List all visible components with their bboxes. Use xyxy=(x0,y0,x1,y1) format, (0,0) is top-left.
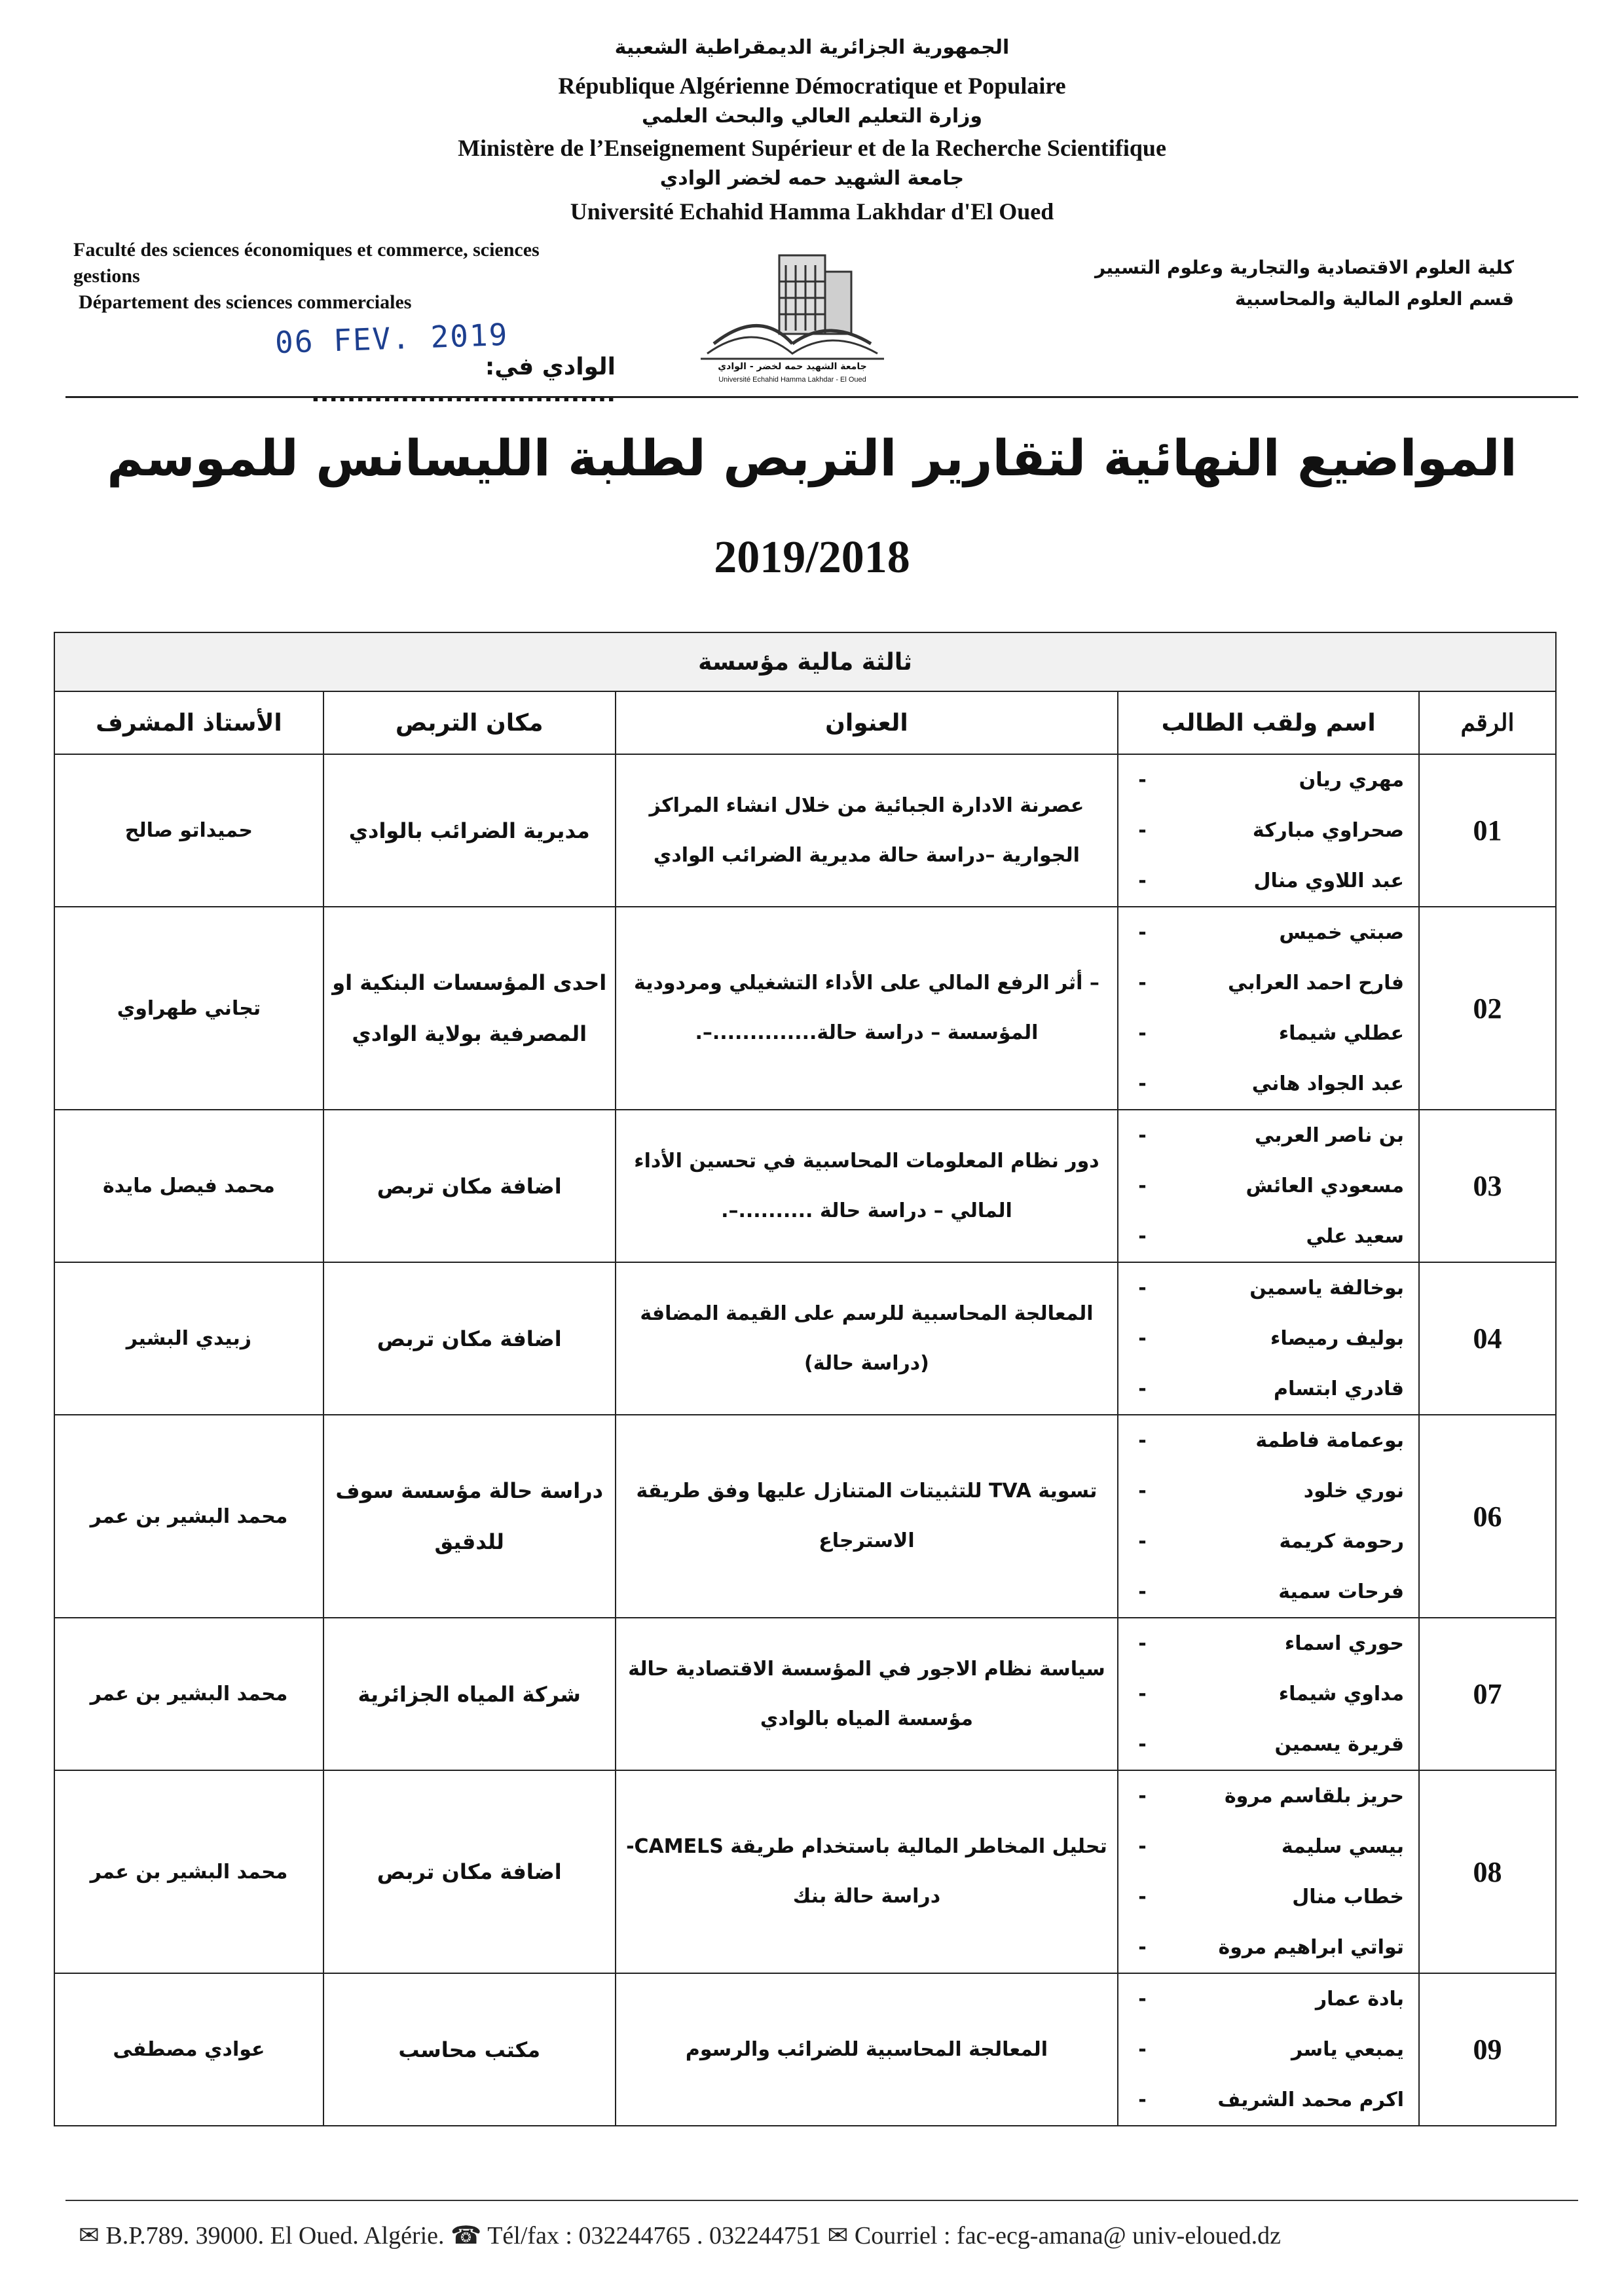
student-list xyxy=(1118,907,1418,1109)
student-item xyxy=(1125,1872,1404,1922)
student-list xyxy=(1118,1618,1418,1770)
topics-table xyxy=(54,632,1557,2126)
university-logo xyxy=(688,236,897,393)
logo-caption-ar: جامعة الشهيد حمه لخضر - الوادي xyxy=(718,361,867,372)
student-name: حريز بلقاسم مروة xyxy=(1224,1785,1405,1808)
faculty-ar-name: كلية العلوم الاقتصادية والتجارية وعلوم التسيير xyxy=(1094,257,1514,278)
student-dash: - xyxy=(1138,869,1147,892)
faculty-fr xyxy=(73,237,702,316)
student-item xyxy=(1125,2024,1404,2075)
student-item xyxy=(1125,1771,1404,1821)
faculty-fr-line1: Faculté des sciences économiques et commerce, sciences xyxy=(73,239,540,261)
table-row xyxy=(54,1770,1556,1973)
student-name: عبد اللاوي منال xyxy=(1253,869,1405,892)
row-number: 08 xyxy=(1419,1770,1556,1973)
row-topic: عصرنة الادارة الجبائية من خلال انشاء المراكز الجوارية –دراسة حالة مديرية الضرائب الوادي xyxy=(616,754,1118,907)
student-item xyxy=(1125,1161,1404,1211)
header-number: الرقم xyxy=(1419,691,1556,754)
student-item xyxy=(1125,805,1404,856)
student-name: فرحات سمية xyxy=(1278,1580,1405,1603)
student-dash: - xyxy=(1138,1936,1147,1959)
row-number: 07 xyxy=(1419,1618,1556,1770)
student-name: عبد الجواد هاني xyxy=(1251,1072,1405,1095)
student-item xyxy=(1125,1669,1404,1719)
student-name: رحومة كريمة xyxy=(1279,1530,1405,1553)
student-dash: - xyxy=(1138,972,1147,994)
student-list xyxy=(1118,1110,1418,1262)
student-item xyxy=(1125,1211,1404,1262)
header-students: اسم ولقب الطالب xyxy=(1118,691,1419,754)
student-dash: - xyxy=(1138,1124,1147,1147)
student-name: بيسي سليمة xyxy=(1281,1835,1405,1858)
student-item xyxy=(1125,1922,1404,1973)
student-list xyxy=(1118,1263,1418,1414)
student-dash: - xyxy=(1138,2088,1147,2111)
student-name: بن ناصر العربي xyxy=(1254,1124,1405,1147)
row-supervisor: زبيدي البشير xyxy=(54,1262,323,1415)
student-item xyxy=(1125,1821,1404,1872)
student-item xyxy=(1125,1364,1404,1414)
student-item xyxy=(1125,1567,1404,1617)
date-line xyxy=(236,354,616,407)
student-dash: - xyxy=(1138,1886,1147,1908)
student-name: عطلي شيماء xyxy=(1278,1022,1405,1045)
student-list xyxy=(1118,1771,1418,1973)
row-place: احدى المؤسسات البنكية او المصرفية بولاية الوادي xyxy=(323,907,616,1110)
row-number: 02 xyxy=(1419,907,1556,1110)
row-students xyxy=(1118,1770,1419,1973)
table-section-title: ثالثة مالية مؤسسة xyxy=(54,632,1556,691)
department-ar: قسم العلوم المالية والمحاسبية xyxy=(1234,288,1514,310)
header-topic: العنوان xyxy=(616,691,1118,754)
faculty-fr-line2: gestions xyxy=(73,265,140,287)
student-dash: - xyxy=(1138,1175,1147,1197)
department-fr: Département des sciences commerciales xyxy=(79,291,412,313)
student-dash: - xyxy=(1138,1429,1147,1452)
row-supervisor: محمد البشير بن عمر xyxy=(54,1618,323,1770)
table-row xyxy=(54,1415,1556,1618)
student-item xyxy=(1125,2075,1404,2125)
student-dash: - xyxy=(1138,1377,1147,1400)
student-item xyxy=(1125,907,1404,958)
date-dots: .................................. xyxy=(311,380,616,407)
student-dash: - xyxy=(1138,2038,1147,2061)
student-name: صبتي خميس xyxy=(1279,921,1405,944)
student-item xyxy=(1125,755,1404,805)
footer-phone: Tél/fax : 032244765 . 032244751 xyxy=(487,2222,821,2250)
row-topic: – أثر الرفع المالي على الأداء التشغيلي ومردودية المؤسسة – دراسة حالة..............–. xyxy=(616,907,1118,1110)
row-number: 03 xyxy=(1419,1110,1556,1262)
republic-ar: الجمهورية الجزائرية الديمقراطية الشعبية xyxy=(614,36,1010,59)
header-supervisor: الأستاذ المشرف xyxy=(54,691,323,754)
table-row xyxy=(54,754,1556,907)
row-supervisor: تجاني طهراوي xyxy=(54,907,323,1110)
row-topic: المعالجة المحاسبية للرسم على القيمة المضافة (دراسة حالة) xyxy=(616,1262,1118,1415)
student-name: يمبعي ياسر xyxy=(1291,2038,1405,2061)
student-item xyxy=(1125,1974,1404,2024)
student-name: خطاب منال xyxy=(1292,1886,1405,1908)
student-name: سعيد علي xyxy=(1306,1225,1405,1248)
student-dash: - xyxy=(1138,1327,1147,1350)
row-topic: دور نظام المعلومات المحاسبية في تحسين الأداء المالي – دراسة حالة ..........–. xyxy=(616,1110,1118,1262)
student-name: قادري ابتسام xyxy=(1273,1377,1405,1400)
date-label: الوادي في: xyxy=(485,354,616,380)
date-stamp: 06 FEV. 2019 xyxy=(274,316,509,361)
row-supervisor: محمد البشير بن عمر xyxy=(54,1770,323,1973)
student-name: مسعودي العائش xyxy=(1246,1175,1405,1197)
student-item xyxy=(1125,1008,1404,1059)
student-name: بوليف رميصاء xyxy=(1270,1327,1405,1350)
student-dash: - xyxy=(1138,1580,1147,1603)
table-row xyxy=(54,1973,1556,2126)
student-dash: - xyxy=(1138,1480,1147,1503)
student-item xyxy=(1125,1313,1404,1364)
student-item xyxy=(1125,1618,1404,1669)
ministry-ar: وزارة التعليم العالي والبحث العلمي xyxy=(641,105,983,128)
student-dash: - xyxy=(1138,1733,1147,1756)
row-place: اضافة مكان تربص xyxy=(323,1262,616,1415)
row-supervisor: محمد فيصل مايدة xyxy=(54,1110,323,1262)
row-students xyxy=(1118,1618,1419,1770)
student-item xyxy=(1125,856,1404,906)
phone-icon: ☎ xyxy=(451,2222,482,2250)
student-dash: - xyxy=(1138,1225,1147,1248)
table-header-row xyxy=(54,691,1556,754)
table-body xyxy=(54,754,1556,2126)
row-number: 01 xyxy=(1419,754,1556,907)
table-row xyxy=(54,1618,1556,1770)
republic-fr: République Algérienne Démocratique et Populaire xyxy=(558,73,1066,99)
student-dash: - xyxy=(1138,1835,1147,1858)
student-name: مهري ريان xyxy=(1299,769,1405,792)
student-item xyxy=(1125,958,1404,1008)
student-dash: - xyxy=(1138,819,1147,842)
row-place: دراسة حالة مؤسسة سوف للدقيق xyxy=(323,1415,616,1618)
row-topic: المعالجة المحاسبية للضرائب والرسوم xyxy=(616,1973,1118,2126)
row-number: 04 xyxy=(1419,1262,1556,1415)
student-name: صحراوي مباركة xyxy=(1252,819,1405,842)
row-students xyxy=(1118,1973,1419,2126)
row-number: 09 xyxy=(1419,1973,1556,2126)
student-list xyxy=(1118,755,1418,906)
row-students xyxy=(1118,1110,1419,1262)
footer xyxy=(79,2221,1585,2250)
row-number: 06 xyxy=(1419,1415,1556,1618)
student-name: حوري اسماء xyxy=(1284,1632,1405,1655)
row-topic: تحليل المخاطر المالية باستخدام طريقة CAMELS- دراسة حالة بنك xyxy=(616,1770,1118,1973)
student-dash: - xyxy=(1138,1277,1147,1300)
student-dash: - xyxy=(1138,1530,1147,1553)
footer-email: Courriel : fac-ecg-amana@ univ-eloued.dz xyxy=(854,2222,1281,2250)
student-dash: - xyxy=(1138,1988,1147,2011)
student-name: قريرة يسمين xyxy=(1274,1733,1405,1756)
student-dash: - xyxy=(1138,921,1147,944)
student-dash: - xyxy=(1138,1072,1147,1095)
mail-icon: ✉ xyxy=(827,2222,849,2250)
row-students xyxy=(1118,754,1419,907)
university-fr: Université Echahid Hamma Lakhdar d'El Oued xyxy=(570,198,1054,225)
student-name: بوعمامة فاطمة xyxy=(1255,1429,1405,1452)
student-name: بادة عمار xyxy=(1315,1988,1405,2011)
row-supervisor: محمد البشير بن عمر xyxy=(54,1415,323,1618)
row-place: اضافة مكان تربص xyxy=(323,1770,616,1973)
footer-separator xyxy=(65,2200,1578,2201)
student-dash: - xyxy=(1138,1683,1147,1705)
student-list xyxy=(1118,1974,1418,2125)
student-name: تواتي ابراهيم مروة xyxy=(1218,1936,1405,1959)
row-topic: تسوية TVA للتثبيتات المتنازل عليها وفق طريقة الاسترجاع xyxy=(616,1415,1118,1618)
academic-year: 2019/2018 xyxy=(714,532,910,583)
logo-caption-fr: Université Echahid Hamma Lakhdar - El Oued xyxy=(718,376,866,384)
page-title: المواضيع النهائية لتقارير التربص لطلبة الليسانس للموسم xyxy=(107,429,1517,487)
ministry-fr: Ministère de l’Enseignement Supérieur et de la Recherche Scientifique xyxy=(458,135,1166,161)
student-item xyxy=(1125,1719,1404,1770)
header-place: مكان التربص xyxy=(323,691,616,754)
table-row xyxy=(54,907,1556,1110)
row-topic: سياسة نظام الاجور في المؤسسة الاقتصادية حالة مؤسسة المياه بالوادي xyxy=(616,1618,1118,1770)
row-place: مكتب محاسب xyxy=(323,1973,616,2126)
row-supervisor: عوادي مصطفى xyxy=(54,1973,323,2126)
envelope-icon: ✉ xyxy=(79,2222,100,2250)
student-name: فارح احمد العرابي xyxy=(1227,972,1405,994)
row-students xyxy=(1118,1262,1419,1415)
student-item xyxy=(1125,1059,1404,1109)
student-name: مداوي شيماء xyxy=(1278,1683,1405,1705)
student-item xyxy=(1125,1263,1404,1313)
student-item xyxy=(1125,1110,1404,1161)
table-row xyxy=(54,1262,1556,1415)
table-row xyxy=(54,1110,1556,1262)
row-supervisor: حميداتو صالح xyxy=(54,754,323,907)
student-name: بوخالفة ياسمين xyxy=(1249,1277,1405,1300)
row-students xyxy=(1118,907,1419,1110)
university-ar: جامعة الشهيد حمه لخضر الوادي xyxy=(659,167,965,190)
row-place: شركة المياه الجزائرية xyxy=(323,1618,616,1770)
table-section-row xyxy=(54,632,1556,691)
student-dash: - xyxy=(1138,1632,1147,1655)
row-place: اضافة مكان تربص xyxy=(323,1110,616,1262)
student-item xyxy=(1125,1516,1404,1567)
student-item xyxy=(1125,1415,1404,1466)
student-list xyxy=(1118,1415,1418,1617)
student-item xyxy=(1125,1466,1404,1516)
header-separator xyxy=(65,396,1578,398)
student-name: نوري خلود xyxy=(1303,1480,1405,1503)
faculty-ar xyxy=(925,252,1514,315)
row-students xyxy=(1118,1415,1419,1618)
footer-address: B.P.789. 39000. El Oued. Algérie. xyxy=(105,2222,445,2250)
student-dash: - xyxy=(1138,1022,1147,1045)
student-dash: - xyxy=(1138,1785,1147,1808)
student-name: اكرم محمد الشريف xyxy=(1217,2088,1405,2111)
row-place: مديرية الضرائب بالوادي xyxy=(323,754,616,907)
student-dash: - xyxy=(1138,769,1147,792)
